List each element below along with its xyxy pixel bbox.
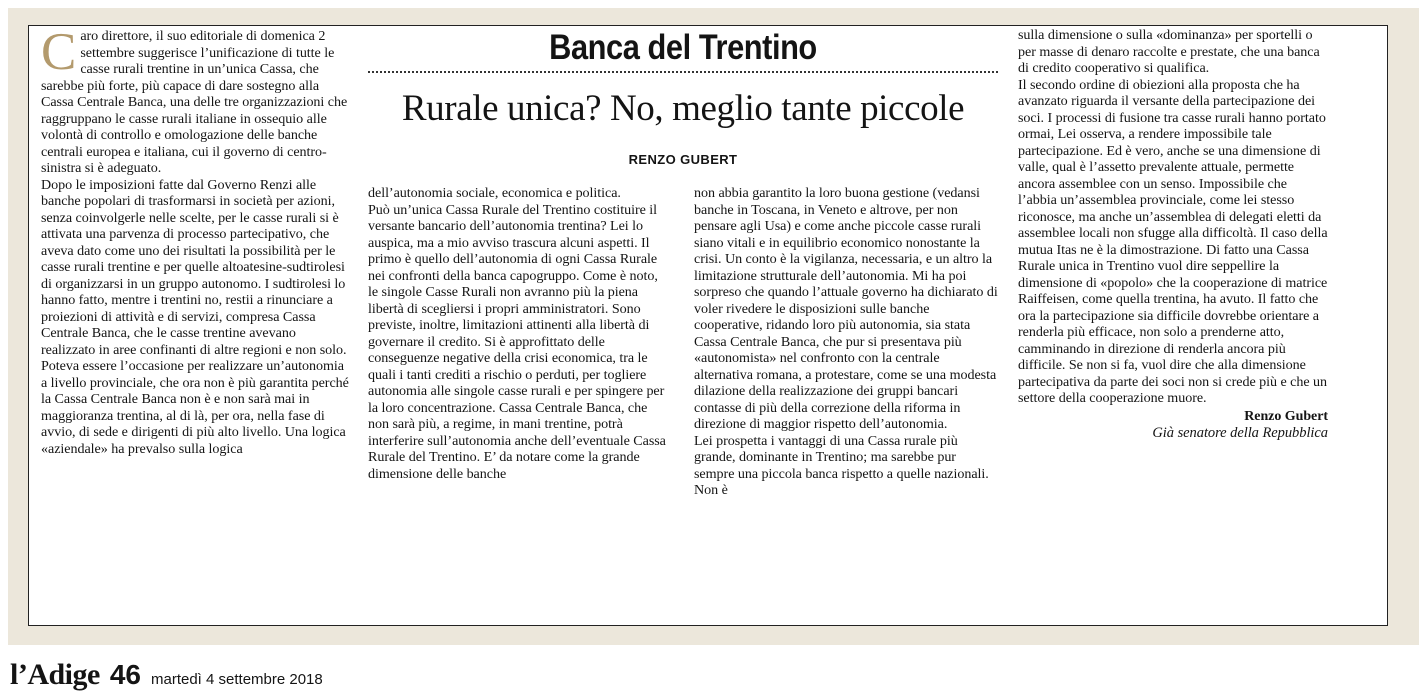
opening-paragraph xyxy=(41,23,351,177)
article-column-2 xyxy=(368,185,668,482)
paragraph: Può un’unica Cassa Rurale del Trentino costituire il versante bancario dell’autonomia trentina? Lei lo auspica, ma a mio avviso trascura alcuni aspetti. Il primo è quello dell’autonomia di ogni Cassa Rurale nei confronti della banca capogruppo. Come è noto, le singole Casse Rurali non avranno più la piena libertà di scegliersi i propri amministratori. Sono previste, inoltre, limitazioni attinenti alla libertà di governare il credito. Si è approfittato delle conseguenze negative della crisi economica, tra le quali i tanti crediti a rischio o perduti, per togliere autonomia alle singole casse rurali e per spingere per la loro concentrazione. Cassa Centrale Banca, che non sarà più, a regime, in mani trentine, potrà interferire sull’autonomia anche dell’eventuale Cassa Rurale del Trentino. E’ da notare come la grande dimensione delle banche xyxy=(368,201,666,482)
issue-date: martedì 4 settembre 2018 xyxy=(150,671,323,688)
paragraph: Il secondo ordine di obiezioni alla proposta che ha avanzato riguarda il versante della partecipazione dei soci. I processi di fusione tra casse rurali hanno portato ormai, Lei osserva, a rendere impossibile tale partecipazione. Ed è vero, anche se una dimensione di valle, qual è l’assetto prevalente attuale, permette ancora assemblee con un senso. Impossibile che l’abbia un’assemblea provinciale, come lei stesso riconosce, ma anche un’assemblea di delegati eletti da assemblee locali non sfugge alla difficoltà. Il caso della mutua Itas ne è la dimostrazione. Di fatto una Cassa Rurale unica in Trentino vuol dire seppellire la dimensione di «popolo» che la cooperazione di matrice Raiffeisen, come quella trentina, ha avuto. Il fatto che ora la partecipazione sia difficile dovrebbe orientare a renderla più efficace, non solo a prenderne atto, camminando in direzione di renderla ancora più difficile. Se non si fa, vuol dire che alla dimensione partecipativa da parte dei soci non si crede più e che un settore della cooperazione muore. xyxy=(1018,76,1328,406)
paragraph-text: aro direttore, il suo editoriale di domenica 2 settembre suggerisce l’unificazione di tutte le casse rurali trentine in un’unica Cassa, che sarebbe più forte, più capace di dare sostegno alla Cassa Centrale Banca, una delle tre organizzazioni che raggruppano le casse rurali italiane in ossequio alle volontà di controllo e omologazione delle banche centrali europea e italiana, cui il governo di centro-sinistra si è adeguato. xyxy=(41,28,348,176)
author-role: Già senatore della Repubblica xyxy=(1152,425,1328,441)
paragraph: sulla dimensione o sulla «dominanza» per sportelli o per masse di denaro raccolte e prestate, che una banca di credito cooperativo si qualifica. xyxy=(1018,27,1320,76)
paragraph: Dopo le imposizioni fatte dal Governo Renzi alle banche popolari di trasformarsi in società per azioni, senza coinvolgerle nelle scelte, per le casse rurali si è attivata una parvenza di processo partecipativo, che aveva dato come uno dei risultati la possibilità per le casse rurali trentine e per quelle altoatesine-sudtirolesi di organizzarsi in un gruppo autonomo. I sudtirolesi lo hanno fatto, mentre i trentini no, restii a rinunciare a proiezioni di attività e di servizi, compresa Cassa Centrale Banca, che le casse trentine avevano realizzato in aree confinanti di altre regioni e non solo. Poteva essere l’occasione per realizzare un’autonomia a livello provinciale, che ora non è più garantita perché la Cassa Centrale Banca non è e non sarà mai in maggioranza trentina, al di là, per ora, nella fase di avvio, di sede e dirigenti di più alto livello. Una logica «aziendale» ha prevalso sulla logica xyxy=(41,176,349,457)
article-column-1 xyxy=(41,23,351,457)
paragraph: dell’autonomia sociale, economica e politica. xyxy=(368,185,621,201)
newspaper-logo: l’Adige xyxy=(10,658,100,691)
page-number: 46 xyxy=(109,659,141,690)
paragraph: Lei prospetta i vantaggi di una Cassa rurale più grande, dominante in Trentino; ma sarebbe pur sempre una piccola banca rispetto a quelle nazionali. Non è xyxy=(694,432,989,498)
headline: Rurale unica? No, meglio tante piccole xyxy=(401,88,965,129)
author-signature: Renzo Gubert xyxy=(1244,408,1328,424)
byline: RENZO GUBERT xyxy=(628,152,738,167)
article-column-3 xyxy=(694,185,999,499)
article-column-4 xyxy=(1018,27,1328,442)
drop-cap: C xyxy=(41,23,77,81)
page-footer xyxy=(10,658,323,692)
section-title: Banca del Trentino xyxy=(549,28,817,67)
paragraph: non abbia garantito la loro buona gestione (vedansi banche in Toscana, in Veneto e altrove, per non pensare agli Usa) e come anche piccole casse rurali siano vitali e in equilibrio economico nonostante la crisi. Un conto è la vigilanza, necessaria, e un altro la limitazione strutturale dell’autonomia. Mi ha poi sorpreso che quando l’attuale governo ha dichiarato di voler rivedere le disposizioni sulle banche cooperative, ridando loro più autonomia, sia stata Cassa Centrale Banca, che pur si presentava più «autonomista» nel confronto con la centrale alternativa romana, a protestare, come se una modesta dilazione della realizzazione dei gruppi bancari contasse di più della correzione della riforma in direzione di maggior rispetto dell’autonomia. xyxy=(694,185,998,432)
dotted-divider xyxy=(368,71,998,73)
